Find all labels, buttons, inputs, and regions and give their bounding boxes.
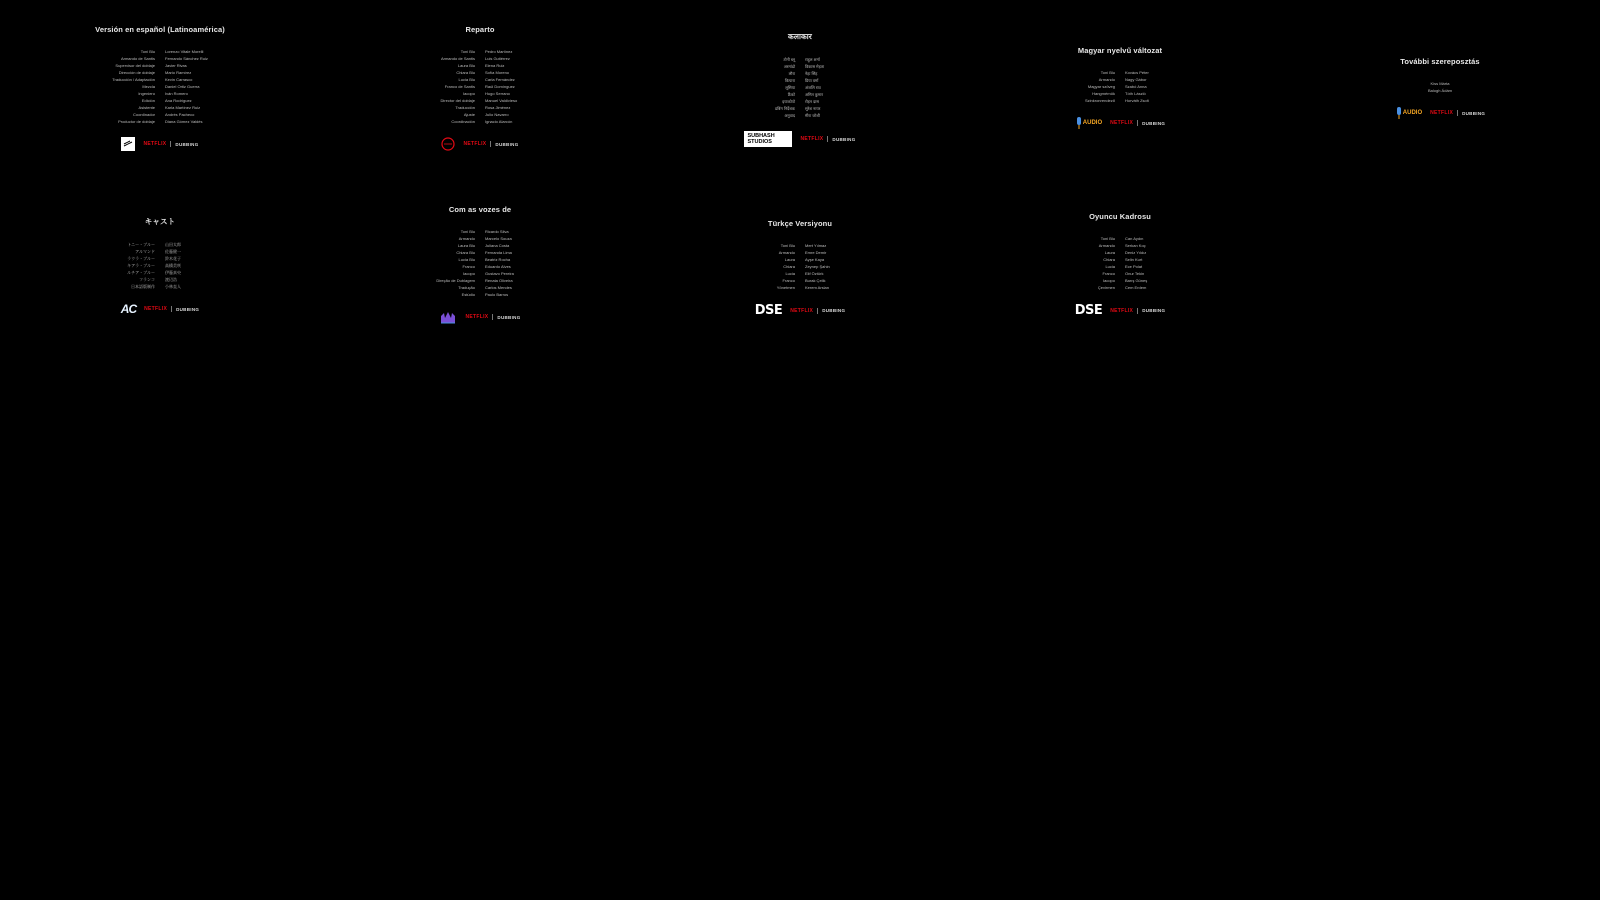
logo-divider <box>1137 308 1138 314</box>
actor-name: 鈴木花子 <box>165 256 181 261</box>
role-name: Tradução <box>458 285 475 290</box>
netflix-dubbing-logo <box>790 308 845 314</box>
credit-row <box>1325 80 1555 87</box>
credit-row <box>685 249 915 256</box>
actor-name: Manuel Valdivieso <box>485 98 518 103</box>
credit-row <box>365 291 595 298</box>
actor-name: Elif Öztürk <box>805 271 824 276</box>
role-name: ルチア・ブルー <box>127 270 155 275</box>
role-name: Laura <box>1104 250 1115 255</box>
actor-name: 伊藤真央 <box>165 270 181 275</box>
actor-name: Ece Polat <box>1125 264 1143 269</box>
audio-studio-logo <box>1075 116 1102 130</box>
logo-row <box>365 310 595 324</box>
credits-list <box>45 48 275 125</box>
netflix-wordmark: NETFLIX <box>463 141 487 147</box>
actor-name: 高橋美咲 <box>165 263 181 268</box>
credit-row <box>685 70 915 77</box>
credit-row <box>365 242 595 249</box>
logo-divider <box>827 136 828 142</box>
role-name: Toni Blu <box>1100 70 1115 75</box>
credit-row <box>1005 235 1235 242</box>
studio-castle-logo <box>439 310 457 324</box>
netflix-wordmark: NETFLIX <box>144 306 168 312</box>
credit-row <box>365 249 595 256</box>
role-name: Hangmérnök <box>1092 91 1115 96</box>
role-name: Director del doblaje <box>440 98 475 103</box>
role-name: Productor de doblaje <box>118 119 155 124</box>
credit-row <box>45 83 275 90</box>
credits-list <box>1005 235 1235 291</box>
role-name: Lucia Blu <box>458 257 475 262</box>
actor-name: Hugo Serrano <box>485 91 510 96</box>
actor-name: Fernanda Lima <box>485 250 512 255</box>
role-name: Ingeniero <box>138 91 155 96</box>
role-name: लौरा <box>788 71 795 76</box>
actor-name: प्रिया वर्मा <box>805 78 819 83</box>
actor-name: Sofía Moreno <box>485 70 510 75</box>
actor-name: Kerem Arslan <box>805 285 830 290</box>
logo-divider <box>1137 120 1138 126</box>
credit-row <box>1005 69 1235 76</box>
block-title: कलाकार <box>788 32 812 41</box>
credit-row <box>45 269 275 276</box>
credit-row <box>685 263 915 270</box>
block-title: Versión en español (Latinoamérica) <box>95 25 225 34</box>
logo-row <box>365 137 595 151</box>
credit-row <box>685 242 915 249</box>
credit-row <box>1005 90 1235 97</box>
actor-name: Ricardo Silva <box>485 229 509 234</box>
actor-name: Deniz Yıldız <box>1125 250 1147 255</box>
actor-name: Cem Erdem <box>1125 285 1147 290</box>
role-name: トニー・ブルー <box>127 242 155 247</box>
credit-row <box>685 270 915 277</box>
block-title: További szereposztás <box>1400 57 1480 66</box>
credits-list <box>45 241 275 290</box>
credit-row <box>685 56 915 63</box>
actor-name: 山田太郎 <box>165 242 181 247</box>
role-name: Franco <box>462 264 475 269</box>
actor-name: Fernando Sánchez Ruiz <box>165 56 208 61</box>
role-name: Armando <box>1098 243 1115 248</box>
netflix-dubbing-logo <box>144 306 199 312</box>
actor-name: अंजलि राव <box>805 85 821 90</box>
actor-name: Kovács Péter <box>1125 70 1149 75</box>
actor-name: Elena Ruiz <box>485 63 505 68</box>
actor-name: नेहा सिंह <box>805 71 818 76</box>
credit-row <box>365 111 595 118</box>
actor-name: Diana Gómez Valdés <box>165 119 203 124</box>
role-name: इयाकोपो <box>782 99 795 104</box>
role-name: Franco de Santis <box>444 84 475 89</box>
credit-row <box>1005 270 1235 277</box>
actor-name: 小林直人 <box>165 284 181 289</box>
credit-row <box>1325 87 1555 94</box>
credit-row <box>1005 242 1235 249</box>
dubbing-label: DUBBING <box>495 141 519 147</box>
netflix-wordmark: NETFLIX <box>790 307 814 314</box>
actor-name: Zeynep Şahin <box>805 264 830 269</box>
actor-name: Eduardo Alves <box>485 264 511 269</box>
credit-row <box>365 69 595 76</box>
actor-name: अमित कुमार <box>805 92 824 97</box>
logo-divider <box>170 141 171 147</box>
role-name: Armando de Santis <box>120 56 155 61</box>
role-name: Ajuste <box>463 112 475 117</box>
audio-wordmark: AUDIO <box>1402 110 1423 116</box>
actor-name: Nagy Gábor <box>1125 77 1147 82</box>
logo-row <box>1005 303 1235 318</box>
actor-name: Karla Martínez Ruiz <box>165 105 201 110</box>
role-name: Armando <box>778 250 795 255</box>
actor-name: Emre Demir <box>805 250 827 255</box>
actor-name: 佐藤健一 <box>165 249 181 254</box>
actor-name: Barış Güneş <box>1125 278 1148 283</box>
logo-divider <box>817 308 818 314</box>
role-name: Laura Blu <box>457 243 475 248</box>
role-name: フランコ <box>139 277 155 282</box>
credits-list <box>1325 80 1555 94</box>
role-name: Chiara Blu <box>456 250 475 255</box>
role-name: फ्रैंको <box>787 92 795 97</box>
actor-name: विकास मेहता <box>805 64 825 69</box>
netflix-wordmark: NETFLIX <box>465 314 489 320</box>
role-name: Asistente <box>138 105 155 110</box>
role-name: Lucia Blu <box>458 77 475 82</box>
dubbing-label: DUBBING <box>176 306 200 312</box>
credit-row <box>685 63 915 70</box>
netflix-wordmark: NETFLIX <box>1110 120 1134 126</box>
role-name: Chiara Blu <box>456 70 475 75</box>
credit-row <box>1005 263 1235 270</box>
dubbing-label: DUBBING <box>1142 308 1166 313</box>
role-name: Franco <box>1102 271 1115 276</box>
credit-row <box>45 62 275 69</box>
block-title: Reparto <box>465 25 495 34</box>
credits-block-hindi <box>685 32 915 147</box>
role-name: डबिंग निर्देशक <box>775 106 795 111</box>
netflix-dubbing-logo <box>1110 120 1165 126</box>
role-name: Toni Blu <box>460 229 475 234</box>
role-name: लूसिया <box>785 85 795 90</box>
dubbing-label: DUBBING <box>832 136 856 142</box>
netflix-wordmark: NETFLIX <box>1430 110 1454 116</box>
actor-name: Mario Ramírez <box>165 70 192 75</box>
logo-row <box>685 303 915 318</box>
credit-row <box>1005 97 1235 104</box>
credits-block-hungarian <box>1005 46 1235 130</box>
role-name: Magyar szöveg <box>1087 84 1115 89</box>
actor-name: Julio Navarro <box>485 112 509 117</box>
logo-row <box>45 302 275 316</box>
actor-name: Horváth Zsolt <box>1125 98 1149 103</box>
credit-row <box>685 284 915 291</box>
actor-name: Gustavo Pereira <box>485 271 514 276</box>
credit-row <box>45 55 275 62</box>
credit-row <box>45 262 275 269</box>
netflix-dubbing-logo <box>800 136 855 142</box>
actor-name: Daniel Ortiz Guerra <box>165 84 200 89</box>
role-name: Toni Blu <box>780 243 795 248</box>
role-name: Franco <box>782 278 795 283</box>
credits-block-portuguese <box>365 205 595 324</box>
credit-row <box>45 48 275 55</box>
credit-row <box>365 277 595 284</box>
credit-row <box>685 112 915 119</box>
role-name: Lucia <box>785 271 795 276</box>
actor-name: रोहन दास <box>805 99 819 104</box>
audio-wordmark: AUDIO <box>1082 120 1103 126</box>
role-name: Armando de Santis <box>440 56 475 61</box>
credits-list <box>365 228 595 298</box>
credit-row <box>365 263 595 270</box>
logo-divider <box>492 314 493 320</box>
actor-name: Iván Romero <box>165 91 188 96</box>
dubbing-label: DUBBING <box>175 141 199 147</box>
actor-name: मीरा जोशी <box>805 113 820 118</box>
credits-block-latam-spanish <box>45 25 275 151</box>
dse-studio-logo: DSE <box>1074 303 1103 318</box>
netflix-dubbing-logo <box>463 141 518 147</box>
block-title: Com as vozes de <box>448 205 512 214</box>
role-name: Armando <box>458 236 475 241</box>
actor-name: Serkan Koç <box>1125 243 1146 248</box>
actor-name: Marcelo Souza <box>485 236 512 241</box>
credit-row <box>685 77 915 84</box>
actor-name: Beatriz Rocha <box>485 257 511 262</box>
role-name: Yönetmen <box>776 285 795 290</box>
logo-row <box>1325 106 1555 120</box>
credit-row <box>45 69 275 76</box>
credit-row <box>1005 249 1235 256</box>
credit-row <box>365 90 595 97</box>
credits-block-spain-spanish <box>365 25 595 151</box>
role-name: Edición <box>141 98 155 103</box>
actor-name: Kevin Carrasco <box>165 77 193 82</box>
role-name: Coordinador <box>132 112 155 117</box>
role-name: Lucia <box>1105 264 1115 269</box>
role-name: Iacopo <box>462 271 475 276</box>
actor-name: Balogh Ádám <box>1427 88 1452 93</box>
role-name: Iacopo <box>1102 278 1115 283</box>
actor-name: Juliana Costa <box>485 243 510 248</box>
actor-name: Selin Kurt <box>1125 257 1143 262</box>
credits-block-turkish-version <box>685 219 915 318</box>
role-name: Toni Blu <box>140 49 155 54</box>
credit-row <box>685 105 915 112</box>
netflix-dubbing-logo <box>1430 110 1485 116</box>
credit-row <box>365 228 595 235</box>
actor-name: Renata Oliveira <box>485 278 513 283</box>
role-name: アルマンド <box>135 249 155 254</box>
block-title: Magyar nyelvű változat <box>1077 46 1163 55</box>
actor-name: Tóth László <box>1125 91 1146 96</box>
logo-row <box>1005 116 1235 130</box>
actor-name: Can Aydın <box>1125 236 1144 241</box>
actor-name: Andrés Pacheco <box>165 112 195 117</box>
netflix-wordmark: NETFLIX <box>800 136 824 142</box>
role-name: Dirección de doblaje <box>118 70 155 75</box>
dubbing-label: DUBBING <box>822 308 846 313</box>
credit-row <box>1005 256 1235 263</box>
credit-row <box>365 284 595 291</box>
credit-row <box>365 256 595 263</box>
role-name: Toni Blu <box>460 49 475 54</box>
actor-name: Mert Yılmaz <box>805 243 827 248</box>
actor-name: Pedro Martínez <box>485 49 513 54</box>
actor-name: Luis Gutiérrez <box>485 56 510 61</box>
credit-row <box>1005 76 1235 83</box>
role-name: Toni Blu <box>1100 236 1115 241</box>
role-name: キアラ・ブルー <box>127 263 155 268</box>
netflix-dubbing-logo <box>1110 308 1165 314</box>
role-name: Chiara <box>1103 257 1115 262</box>
block-title: Oyuncu Kadrosu <box>1089 212 1151 221</box>
netflix-wordmark: NETFLIX <box>1110 307 1134 314</box>
logo-divider <box>490 141 491 147</box>
credits-list <box>685 56 915 119</box>
credit-row <box>1005 83 1235 90</box>
credit-row <box>45 104 275 111</box>
role-name: अनुवाद <box>784 113 795 118</box>
netflix-wordmark: NETFLIX <box>143 141 167 147</box>
credit-row <box>365 76 595 83</box>
dubbing-label: DUBBING <box>1462 110 1486 116</box>
actor-name: Lorenzo Vitale Morelli <box>165 49 204 54</box>
actor-name: 渡辺浩 <box>165 277 177 282</box>
credits-list <box>365 48 595 125</box>
credit-row <box>365 118 595 125</box>
credits-block-turkish-cast <box>1005 212 1235 318</box>
role-name: ラウラ・ブルー <box>127 256 155 261</box>
credit-row <box>365 48 595 55</box>
dubbing-label: DUBBING <box>497 314 521 320</box>
actor-name: Paulo Barros <box>485 292 509 297</box>
role-name: टोनी ब्लू <box>783 57 795 62</box>
credit-row <box>685 256 915 263</box>
credit-row <box>365 83 595 90</box>
subhash-studios-logo: SUBHASH STUDIOS <box>744 131 792 147</box>
actor-name: Raúl Domínguez <box>485 84 515 89</box>
actor-name: Ayşe Kaya <box>805 257 825 262</box>
credit-row <box>45 76 275 83</box>
ac-studio-logo: AC <box>120 302 137 316</box>
red-circle-logo <box>441 137 455 151</box>
role-name: Traducción / Adaptación <box>112 77 155 82</box>
role-name: Iacopo <box>462 91 475 96</box>
logo-row <box>45 137 275 151</box>
credit-row <box>685 277 915 284</box>
netflix-dubbing-logo <box>143 141 198 147</box>
credit-row <box>45 283 275 290</box>
actor-name: राहुल शर्मा <box>805 57 820 62</box>
actor-name: Szabó Anna <box>1125 84 1147 89</box>
credits-list <box>1005 69 1235 104</box>
role-name: Szinkronrendező <box>1084 98 1115 103</box>
actor-name: Carla Fernández <box>485 77 515 82</box>
credit-row <box>45 255 275 262</box>
role-name: Armando <box>1098 77 1115 82</box>
actor-name: Burak Çelik <box>805 278 826 283</box>
logo-divider <box>171 306 172 312</box>
block-title: キャスト <box>144 217 176 226</box>
credit-row <box>365 270 595 277</box>
credit-row <box>45 248 275 255</box>
credit-row <box>1005 284 1235 291</box>
actor-name: सुरेश नायर <box>805 106 821 111</box>
credit-row <box>365 97 595 104</box>
credit-row <box>45 241 275 248</box>
role-name: 日本語版制作 <box>131 284 155 289</box>
credit-row <box>45 97 275 104</box>
audio-studio-logo <box>1395 106 1422 120</box>
actor-name: Carlos Mendes <box>485 285 512 290</box>
actor-name: Ana Rodríguez <box>165 98 192 103</box>
credit-row <box>685 98 915 105</box>
credit-row <box>45 111 275 118</box>
actor-name: Onur Tekin <box>1125 271 1145 276</box>
role-name: Laura <box>784 257 795 262</box>
dubbing-label: DUBBING <box>1142 120 1166 126</box>
credit-row <box>45 276 275 283</box>
credit-row <box>45 118 275 125</box>
credit-row <box>365 235 595 242</box>
credit-row <box>685 84 915 91</box>
role-name: Coordinación <box>451 119 475 124</box>
actor-name: Rosa Jiménez <box>485 105 511 110</box>
role-name: Laura Blu <box>457 63 475 68</box>
role-name: Direção de Dublagem <box>436 278 475 283</box>
credits-block-japanese <box>45 216 275 316</box>
actor-name: Javier Rivas <box>165 63 187 68</box>
credit-row <box>365 104 595 111</box>
role-name: Supervisor del doblaje <box>115 63 155 68</box>
credits-list <box>685 242 915 291</box>
role-name: Mezcla <box>142 84 155 89</box>
role-name: Chiara <box>783 264 795 269</box>
credit-row <box>365 62 595 69</box>
credit-row <box>45 90 275 97</box>
actor-name: Ignacio Alarcón <box>485 119 513 124</box>
logo-divider <box>1457 110 1458 116</box>
role-name: Çevirmen <box>1097 285 1115 290</box>
role-name: Traducción <box>455 105 475 110</box>
logo-row <box>685 131 915 147</box>
netflix-dubbing-logo <box>465 314 520 320</box>
studio-square-logo <box>121 137 135 151</box>
dse-studio-logo: DSE <box>754 303 783 318</box>
role-name: अरमांडो <box>783 64 795 69</box>
credit-row <box>1005 277 1235 284</box>
block-title: Türkçe Versiyonu <box>767 219 833 228</box>
role-name: कियारा <box>784 78 795 83</box>
credit-row <box>685 91 915 98</box>
role-name: Estúdio <box>461 292 475 297</box>
actor-name: Kiss Márta <box>1430 81 1450 86</box>
credit-row <box>365 55 595 62</box>
credits-block-hungarian-additional <box>1325 57 1555 120</box>
